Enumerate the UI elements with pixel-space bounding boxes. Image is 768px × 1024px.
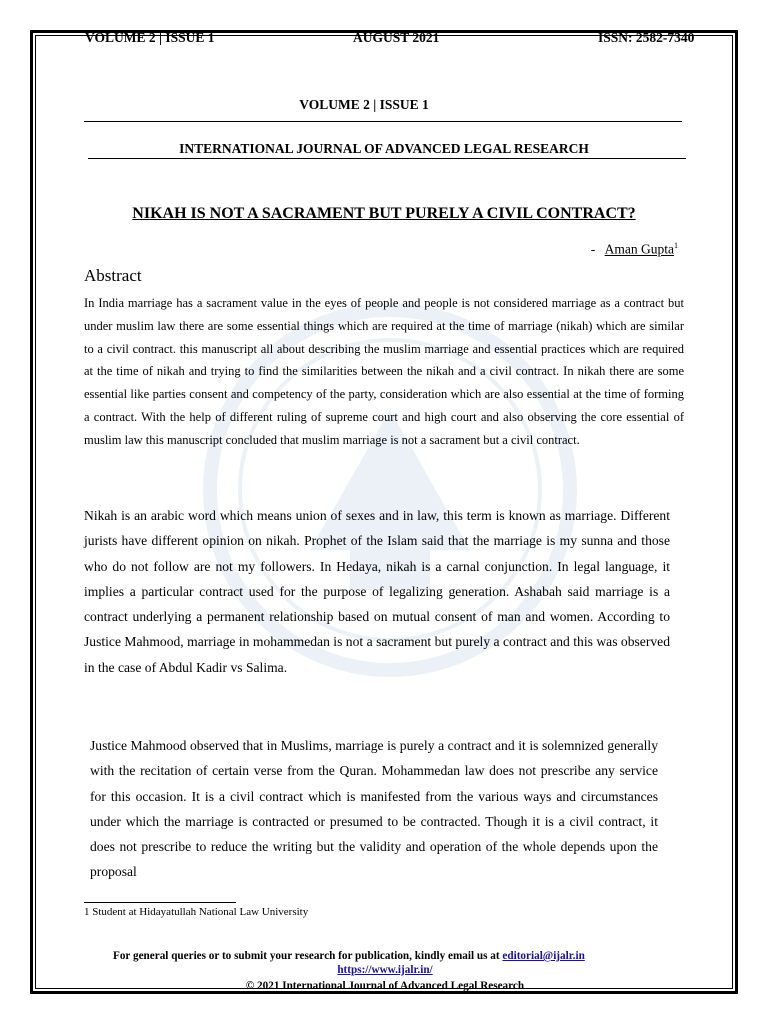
body-paragraph-2: Justice Mahmood observed that in Muslims, marriage is purely a contract and it is solemnized generally with the recitation of certain verse from the Quran. Mohammedan law does not prescribe any service for this occasion. It is a civil contract which is manifested from the various ways and circumstances under which the marriage is contracted or presumed to be contracted. Though it is a civil contract, it does not prescribe to reduce the writing but the validity and operation of the whole depends upon the proposal (90, 738, 658, 880)
footer-url (0, 964, 768, 976)
author-prefix: - (590, 241, 596, 257)
masthead-rule-top (84, 121, 682, 122)
masthead-rule-bottom (88, 158, 686, 159)
footer-copyright: © 2021 International Journal of Advanced Legal Research (245, 980, 525, 992)
body-paragraph-1: Nikah is an arabic word which means union of sexes and in law, this term is known as marriage. Different jurists have different opinion on nikah. Prophet of the Islam said that the marriage is my sunna and those who do not follow are not my followers. In Hedaya, nikah is a carnal conjunction. In legal language, it implies a particular contract used for the purpose of legalizing generation. Ashabah said marriage is a contract underlying a permanent relationship based on mutual consent of man and women. According to Justice Mahmood, marriage in mohammedan is not a sacrament but purely a contract and this was observed in the case of Abdul Kadir vs Salima. (84, 508, 670, 675)
footer-url-link[interactable]: https://www.ijalr.in/ (337, 964, 433, 976)
footer-email-link[interactable]: editorial@ijalr.in (502, 950, 585, 962)
abstract-text: In India marriage has a sacrament value in the eyes of people and people is not considered marriage as a contract but under muslim law there are some essential things which are required at the time of marriage (nikah) which are similar to a civil contract. this manuscript all about describing the muslim marriage and essential practices which are required at the time of nikah and trying to find the similarities between the nikah and a civil contract. In nikah there are some essential like parties consent and competency of the party, consideration which are also essential at the time of forming a contract. With the help of different ruling of supreme court and high court and also observing the core essential of muslim law this manuscript concluded that muslim marriage is not a sacrament but a civil contract. (84, 296, 684, 447)
header-date: AUGUST 2021 (353, 30, 440, 45)
author-line (591, 241, 678, 258)
footnote: 1 Student at Hidayatullah National Law University (84, 906, 309, 918)
header-volume: VOLUME 2 | ISSUE 1 (85, 30, 215, 45)
footer-queries (113, 950, 585, 962)
author-footnote-mark: 1 (674, 241, 678, 250)
journal-name: INTERNATIONAL JOURNAL OF ADVANCED LEGAL RESEARCH (179, 141, 589, 156)
header-issn: ISSN: 2582-7340 (598, 30, 695, 45)
abstract-heading: Abstract (84, 266, 142, 285)
masthead-volume: VOLUME 2 | ISSUE 1 (299, 97, 429, 112)
author-name[interactable]: Aman Gupta (604, 241, 674, 257)
footer-queries-text: For general queries or to submit your research for publication, kindly email us at (113, 950, 500, 962)
article-title: NIKAH IS NOT A SACRAMENT BUT PURELY A CIVIL CONTRACT? (132, 205, 636, 222)
footnote-rule (84, 902, 236, 903)
